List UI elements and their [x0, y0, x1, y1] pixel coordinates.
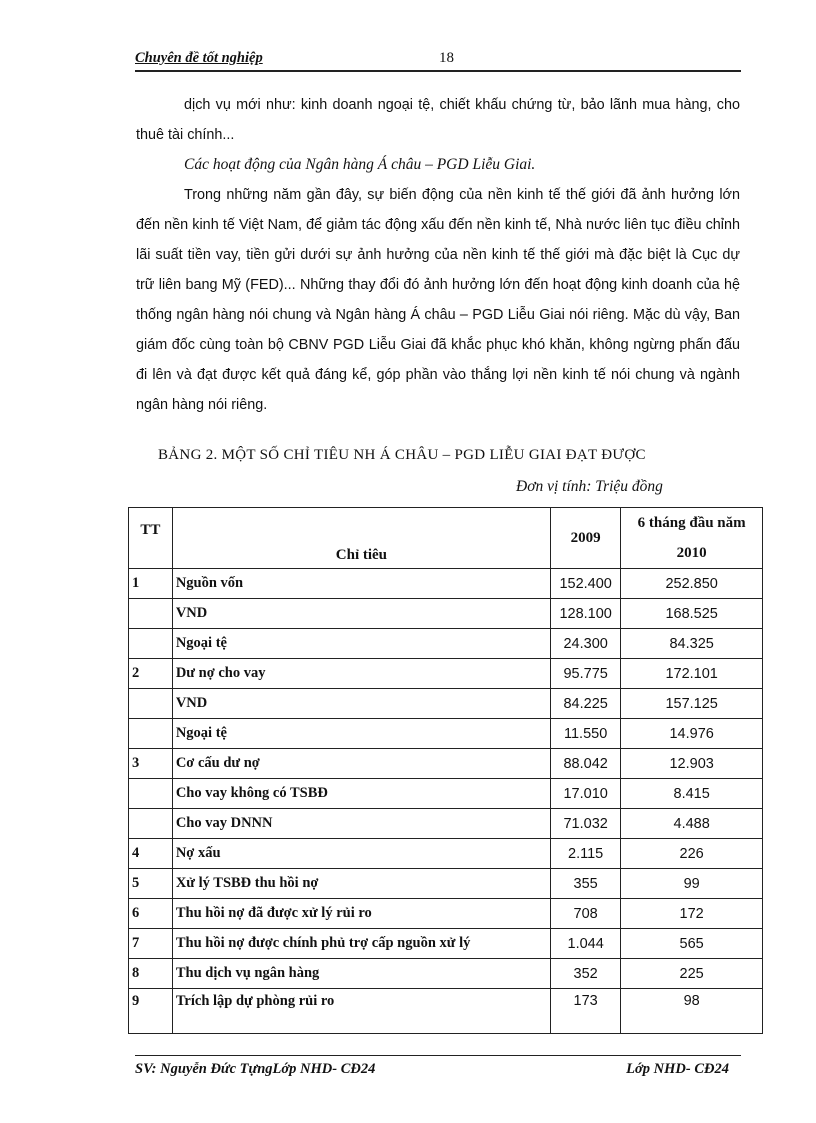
table-row: [129, 899, 763, 929]
value-2010: 168.525: [621, 599, 763, 629]
value-2010: 4.488: [621, 809, 763, 839]
value-2010: 8.415: [621, 779, 763, 809]
row-number: [129, 629, 173, 659]
value-2009: 708: [550, 899, 620, 929]
section-heading: Các hoạt động của Ngân hàng Á châu – PGD Liễu Giai.: [184, 156, 536, 173]
value-2009: 128.100: [550, 599, 620, 629]
value-2009: 24.300: [550, 629, 620, 659]
value-2009: 2.115: [550, 839, 620, 869]
document-title: Chuyên đề tốt nghiệp: [135, 50, 263, 66]
value-2009: 1.044: [550, 929, 620, 959]
value-2009: 173: [550, 989, 620, 1034]
row-number: [129, 689, 173, 719]
table-body: [129, 569, 763, 1034]
table-title: BẢNG 2. MỘT SỐ CHỈ TIÊU NH Á CHÂU – PGD LIỄU GIAI ĐẠT ĐƯỢC: [158, 447, 646, 463]
row-label: Cho vay không có TSBĐ: [172, 779, 550, 809]
page-footer: [135, 1055, 741, 1077]
table-header-row: [129, 508, 763, 569]
header-label: Chỉ tiêu: [172, 508, 550, 569]
paragraph: Trong những năm gần đây, sự biến động của nền kinh tế thế giới đã ảnh hưởng lớn đến nền kinh tế Việt Nam, để giảm tác động xấu đến nền kinh tế, Nhà nước liên tục điều chỉnh lãi suất tiền vay, tiền gửi dưới sự ảnh hưởng của nền kinh tế thế giới mà đặc biệt là Cục dự trữ liên bang Mỹ (FED)... Những thay đổi đó ảnh hưởng lớn đến hoạt động kinh doanh của hệ thống ngân hàng nói chung và Ngân hàng Á châu – PGD Liễu Giai nói riêng. Mặc dù vậy, Ban giám đốc cùng toàn bộ CBNV PGD Liễu Giai đã khắc phục khó khăn, không ngừng phấn đấu đi lên và đạt được kết quả đáng kể, góp phần vào thắng lợi nền kinh tế nói chung và ngành ngân hàng nói riêng.: [136, 187, 740, 413]
table-row: [129, 689, 763, 719]
body-text: [136, 90, 740, 420]
row-number: [129, 809, 173, 839]
header-2010-line2: 2010: [676, 545, 707, 561]
value-2009: 88.042: [550, 749, 620, 779]
value-2010: 172.101: [621, 659, 763, 689]
page-header: [135, 48, 741, 72]
value-2009: 152.400: [550, 569, 620, 599]
header-tt: TT: [129, 508, 173, 569]
footer-student: SV: Nguyễn Đức TựngLớp NHD- CĐ24: [135, 1061, 376, 1077]
value-2010: 157.125: [621, 689, 763, 719]
value-2010: 98: [621, 989, 763, 1034]
row-number: 3: [129, 749, 173, 779]
row-label: Thu hồi nợ được chính phủ trợ cấp nguồn xử lý: [172, 929, 550, 959]
value-2010: 225: [621, 959, 763, 989]
row-label: VND: [172, 689, 550, 719]
row-label: Nợ xấu: [172, 839, 550, 869]
row-label: Xử lý TSBĐ thu hồi nợ: [172, 869, 550, 899]
page-number: 18: [439, 50, 454, 66]
value-2010: 226: [621, 839, 763, 869]
value-2009: 17.010: [550, 779, 620, 809]
table-row: [129, 779, 763, 809]
row-label: Ngoại tệ: [172, 719, 550, 749]
row-label: Cho vay DNNN: [172, 809, 550, 839]
table-row: [129, 839, 763, 869]
table-row: [129, 719, 763, 749]
table-row: [129, 989, 763, 1034]
value-2009: 84.225: [550, 689, 620, 719]
row-number: 9: [129, 989, 173, 1034]
row-label: VND: [172, 599, 550, 629]
value-2009: 11.550: [550, 719, 620, 749]
value-2010: 252.850: [621, 569, 763, 599]
table-row: [129, 599, 763, 629]
table-row: [129, 569, 763, 599]
row-number: [129, 599, 173, 629]
header-2010-line1: 6 tháng đầu năm: [637, 515, 746, 531]
row-label: Trích lập dự phòng rủi ro: [172, 989, 550, 1034]
value-2010: 14.976: [621, 719, 763, 749]
table-row: [129, 659, 763, 689]
value-2009: 355: [550, 869, 620, 899]
row-label: Thu dịch vụ ngân hàng: [172, 959, 550, 989]
value-2009: 352: [550, 959, 620, 989]
row-label: Nguồn vốn: [172, 569, 550, 599]
row-number: [129, 719, 173, 749]
row-number: 1: [129, 569, 173, 599]
table-row: [129, 869, 763, 899]
row-label: Cơ cấu dư nợ: [172, 749, 550, 779]
row-number: 5: [129, 869, 173, 899]
row-number: 4: [129, 839, 173, 869]
header-2009: 2009: [550, 508, 620, 569]
table-row: [129, 809, 763, 839]
footer-class: Lớp NHD- CĐ24: [626, 1061, 729, 1077]
value-2010: 12.903: [621, 749, 763, 779]
table-row: [129, 749, 763, 779]
row-label: Thu hồi nợ đã được xử lý rủi ro: [172, 899, 550, 929]
table-row: [129, 929, 763, 959]
value-2009: 71.032: [550, 809, 620, 839]
table-row: [129, 959, 763, 989]
row-label: Dư nợ cho vay: [172, 659, 550, 689]
table-unit: Đơn vị tính: Triệu đồng: [516, 478, 663, 495]
header-2010: [621, 508, 763, 569]
row-number: 7: [129, 929, 173, 959]
table-row: [129, 629, 763, 659]
value-2010: 172: [621, 899, 763, 929]
paragraph: dịch vụ mới như: kinh doanh ngoại tệ, chiết khấu chứng từ, bảo lãnh mua hàng, cho thuê tài chính...: [136, 97, 740, 143]
value-2010: 84.325: [621, 629, 763, 659]
value-2009: 95.775: [550, 659, 620, 689]
row-number: 8: [129, 959, 173, 989]
row-number: [129, 779, 173, 809]
value-2010: 565: [621, 929, 763, 959]
row-number: 6: [129, 899, 173, 929]
row-label: Ngoại tệ: [172, 629, 550, 659]
value-2010: 99: [621, 869, 763, 899]
row-number: 2: [129, 659, 173, 689]
indicator-table: [128, 507, 763, 1034]
